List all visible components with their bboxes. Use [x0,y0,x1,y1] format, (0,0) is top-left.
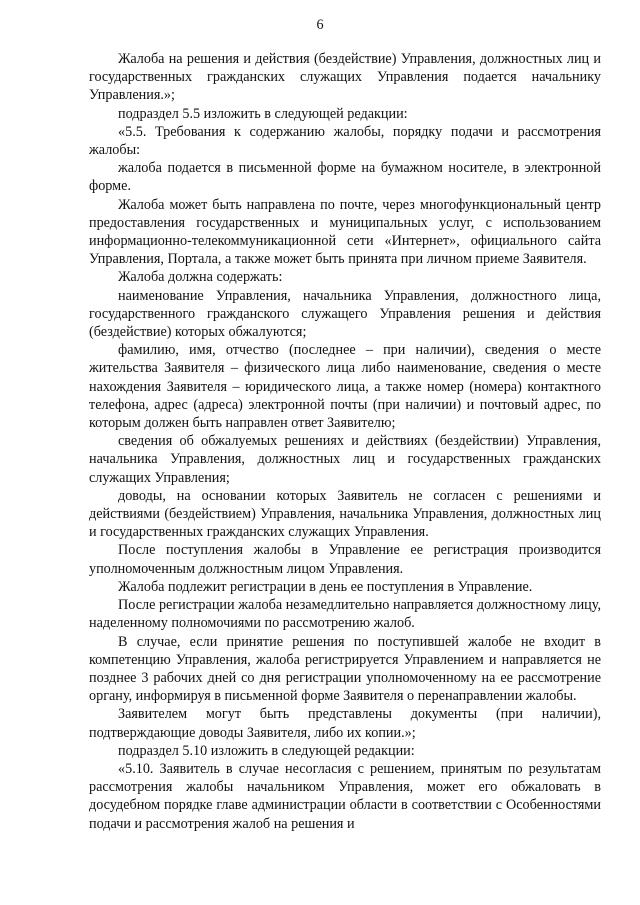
paragraph-supporting-documents: Заявителем могут быть представлены документы (при наличии), подтверждающие доводы Заявителя, либо их копии.»; [89,706,601,741]
paragraph-applicant-details: фамилию, имя, отчество (последнее – при наличии), сведения о месте жительства Заявителя – физического лица либо наименование, сведения о месте нахождения Заявителя – юридического лица, а также номер (номера) контактного телефона, адрес (адреса) электронной почты (при наличии) и почтовый адрес, по которым должен быть направлен ответ Заявителю; [89,342,601,432]
paragraph-registration-day: Жалоба подлежит регистрации в день ее поступления в Управление. [118,578,533,595]
document-body [89,50,601,833]
paragraph-redirection: В случае, если принятие решения по поступившей жалобе не входит в компетенцию Управления, жалоба регистрируется Управлением и направляется не позднее 3 рабочих дней со дня регистрации уполномоченному на ее рассмотрение органу, информируя в письменной форме Заявителя о перенаправлении жалобы. [89,633,601,705]
paragraph-authority-name: наименование Управления, начальника Управления, должностного лица, государственного гражданского служащего Управления решения и действия (бездействие) которых обжалуются; [89,287,601,341]
paragraph-complaint-contents: Жалоба должна содержать: [118,269,283,286]
paragraph-complaint-addressee: Жалоба на решения и действия (бездействие) Управления, должностных лиц и государственных гражданских служащих Управления подается начальнику Управления.»; [89,51,601,104]
paragraph-forwarding: После регистрации жалоба незамедлительно направляется должностному лицу, наделенному полномочиями по рассмотрению жалоб. [89,597,601,632]
paragraph-submission-channels: Жалоба может быть направлена по почте, через многофункциональный центр предоставления государственных и муниципальных услуг, с использованием информационно-телекоммуникационной сети «Интернет», официального сайта Управления, Портала, а также может быть принята при личном приеме Заявителя. [89,196,601,268]
paragraph-arguments: доводы, на основании которых Заявитель не согласен с решениями и действиями (бездействием) Управления, начальника Управления, должностных лиц и государственных гражданских служащих Управления. [89,487,601,541]
page-number: 6 [316,17,324,33]
paragraph-appealed-decisions: сведения об обжалуемых решениях и действиях (бездействии) Управления, начальника Управления, должностных лиц и государственных гражданских служащих Управления; [89,433,601,486]
paragraph-5-10-heading: «5.10. Заявитель в случае несогласия с решением, принятым по результатам рассмотрения жалобы начальником Управления, может его обжаловать в досудебном порядке главе администрации области в соответствии с Особенностями подачи и рассмотрения жалоб на решения и [89,760,601,832]
paragraph-registration: После поступления жалобы в Управление ее регистрация производится уполномоченным должностным лицом Управления. [89,542,601,577]
paragraph-subsection-5-5-intro: подраздел 5.5 изложить в следующей редакции: [118,105,408,122]
paragraph-subsection-5-10-intro: подраздел 5.10 изложить в следующей редакции: [118,742,415,759]
paragraph-5-5-heading: «5.5. Требования к содержанию жалобы, порядку подачи и рассмотрения жалобы: [89,123,601,159]
paragraph-written-form: жалоба подается в письменной форме на бумажном носителе, в электронной форме. [89,160,601,195]
